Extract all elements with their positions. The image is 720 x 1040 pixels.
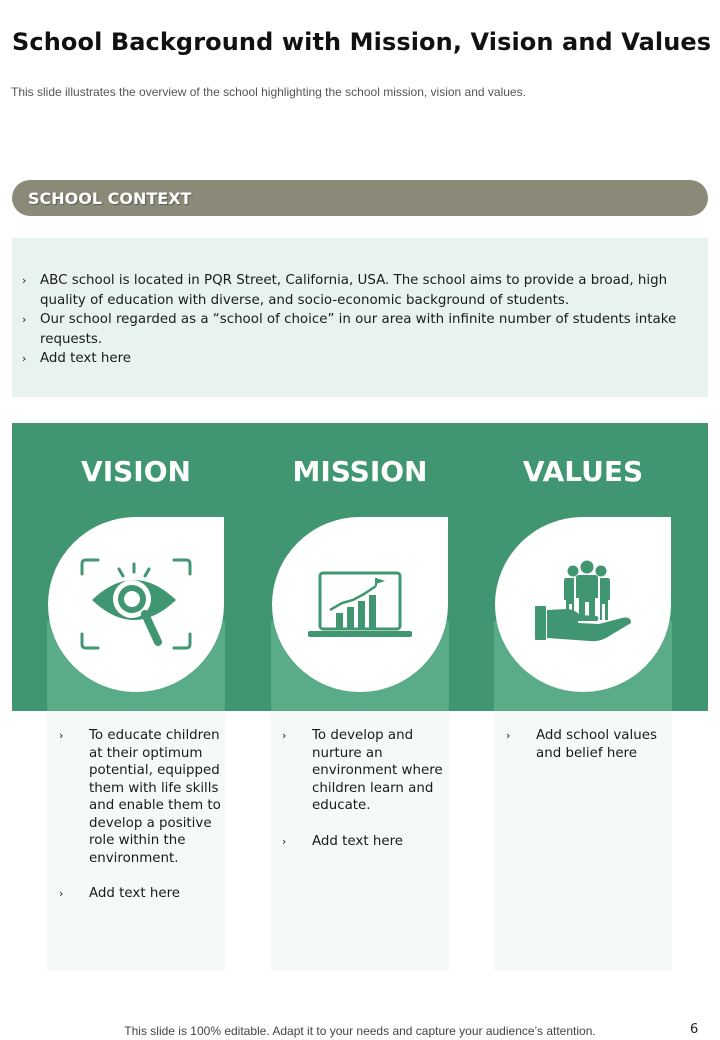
mission-list xyxy=(282,727,446,850)
footer-note: This slide is 100% editable. Adapt it to your needs and capture your audience’s attention. xyxy=(124,1024,596,1038)
context-item: › Add text here xyxy=(20,349,692,369)
vision-item: › To educate children at their optimum potential, equipped them with life skills and enable them to develop a positive role within the environment. xyxy=(59,728,221,866)
vision-heading: VISION xyxy=(81,455,191,488)
page-subtitle: This slide illustrates the overview of the school highlighting the school mission, vision and values. xyxy=(11,85,526,99)
mission-heading: MISSION xyxy=(292,455,428,488)
bullet-chevron-icon: › xyxy=(22,274,27,287)
vision-item: › Add text here xyxy=(59,886,181,901)
vision-list xyxy=(59,727,223,903)
school-context-list xyxy=(20,271,692,369)
school-context-title: SCHOOL CONTEXT xyxy=(28,189,192,208)
context-item: › Our school regarded as a “school of choice” in our area with infinite number of students intake requests. xyxy=(22,312,677,347)
bullet-chevron-icon: › xyxy=(282,729,287,742)
mission-item: › To develop and nurture an environment where children learn and educate. xyxy=(282,728,443,813)
hand-people-icon xyxy=(534,560,634,650)
bullet-chevron-icon: › xyxy=(22,313,27,326)
bullet-chevron-icon: › xyxy=(282,834,287,848)
bullet-chevron-icon: › xyxy=(59,729,64,742)
bullet-chevron-icon: › xyxy=(506,729,511,742)
school-context-box xyxy=(12,238,708,397)
mission-item: › Add text here xyxy=(282,833,404,849)
page-title: School Background with Mission, Vision and Values xyxy=(12,28,712,56)
values-list xyxy=(506,727,670,762)
laptop-growth-chart-icon xyxy=(306,570,414,640)
values-heading: VALUES xyxy=(522,455,644,488)
school-context-header xyxy=(12,180,708,216)
bullet-chevron-icon: › xyxy=(59,887,64,900)
values-item: › Add school values and belief here xyxy=(506,728,657,761)
bullet-chevron-icon: › xyxy=(22,352,27,365)
page-number: 6 xyxy=(690,1022,699,1037)
context-item: › ABC school is located in PQR Street, California, USA. The school aims to provide a broad, high quality of education with diverse, and socio-economic background of students. xyxy=(22,273,668,308)
eye-magnifier-icon xyxy=(80,558,192,650)
